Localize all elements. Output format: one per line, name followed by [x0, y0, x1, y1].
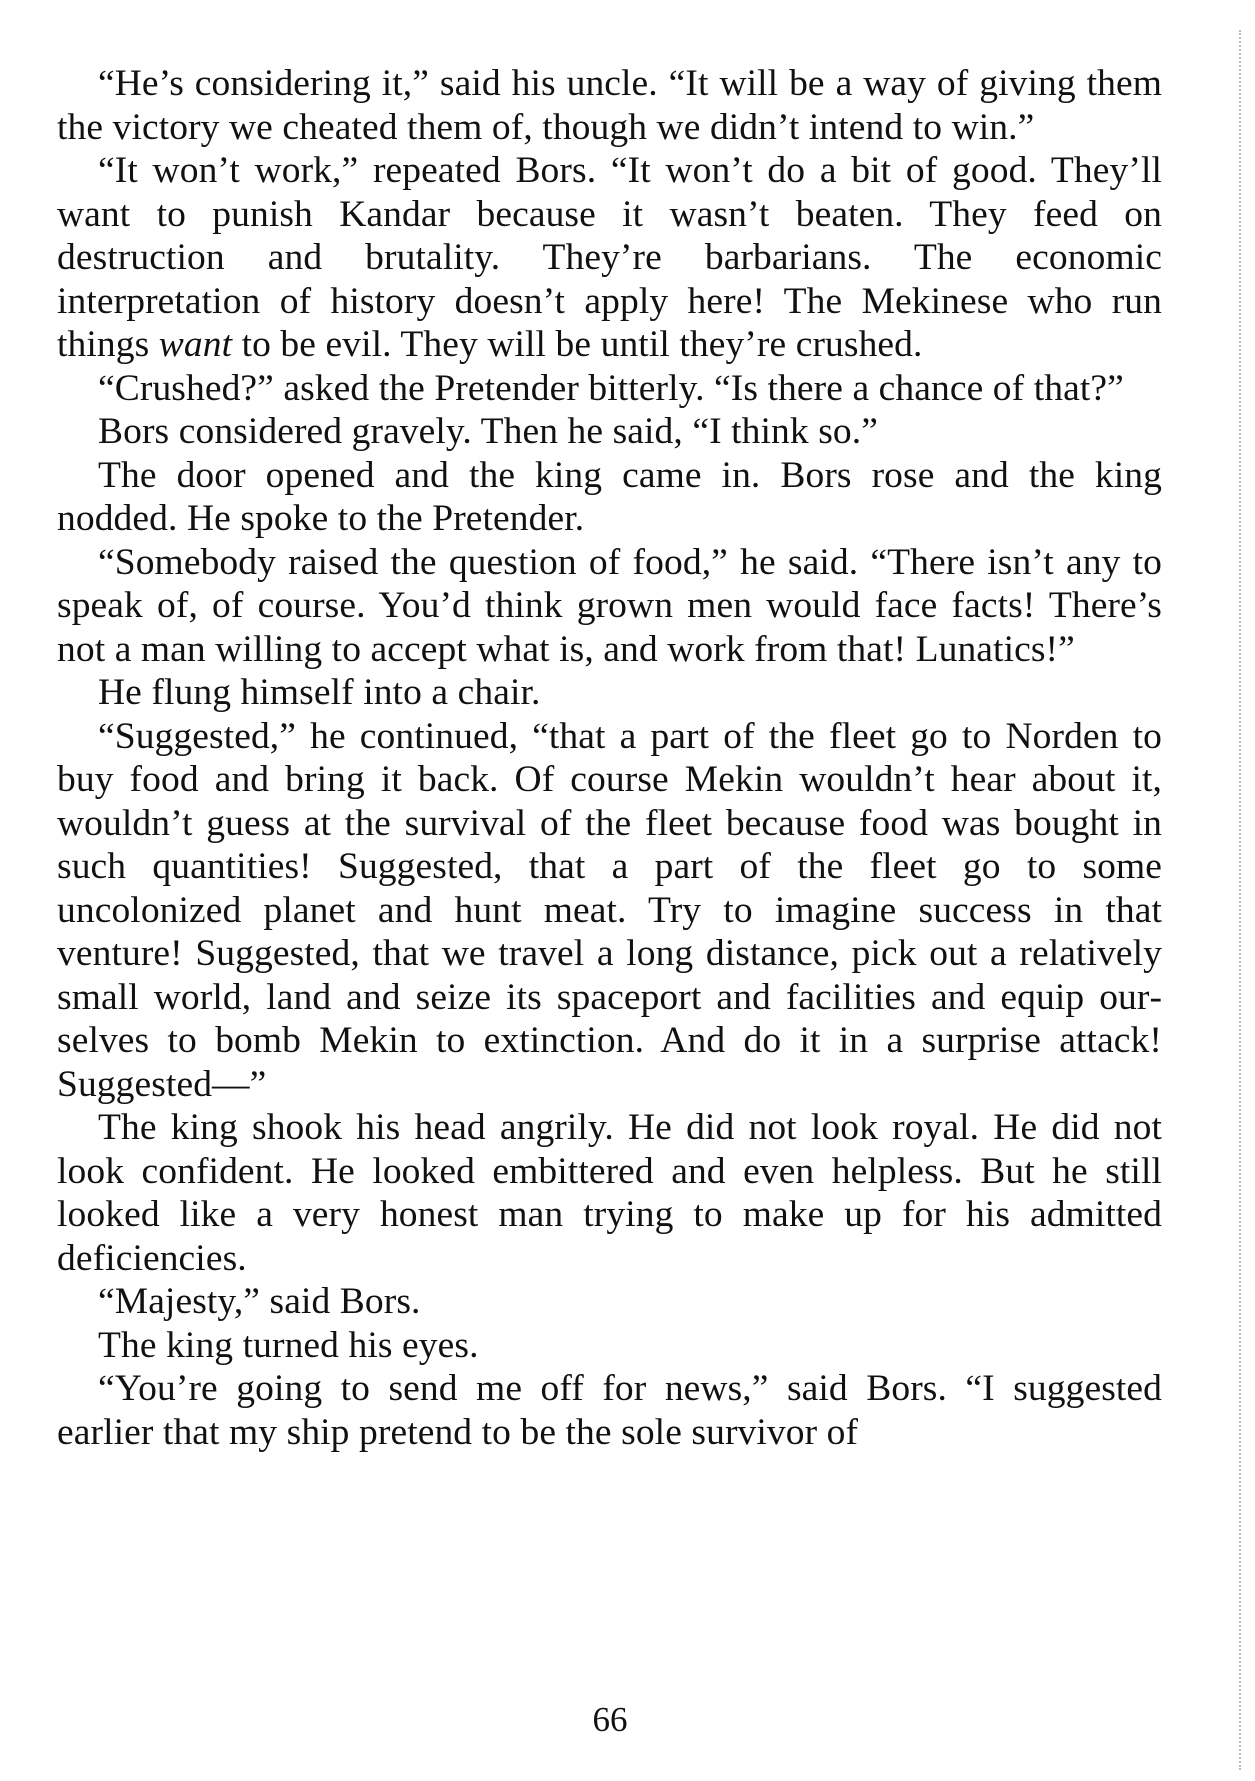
paragraph: The king turned his eyes. [98, 1324, 479, 1366]
paragraph: “Majesty,” said Bors. [98, 1281, 421, 1322]
paragraph: “Suggested,” he continued, “that a part of the fleet go to Norden to buy food and bring it back. Of course Mekin wouldn’t hear about it, wouldn’t guess at the survival of the fleet because food was bought in such quantities! Suggested, that a part of the fleet go to some uncolonized planet and hunt meat. Try to imagine success in that venture! Suggested, that we travel a long distance, pick out a relatively small world, land and seize its spaceport and facilities and equip ourselves to bomb Mekin to extinction. And do it in a surprise attack! Suggested—” [57, 715, 1162, 1105]
page-edge-shadow [1239, 30, 1255, 1770]
paragraph-text: to be evil. They will be until they’re crushed. [232, 324, 923, 365]
paragraph: “He’s considering it,” said his uncle. “It will be a way of giving them the victory we cheated them of, though we didn’t intend to win.” [57, 63, 1162, 148]
paragraph: “Crushed?” asked the Pretender bitterly. “Is there a chance of that?” [98, 367, 1124, 409]
paragraph: The door opened and the king came in. Bors rose and the king nodded. He spoke to the Pretender. [57, 454, 1162, 539]
paragraph: The king shook his head angrily. He did not look royal. He did not look confident. He looked embittered and even helpless. But he still looked like a very honest man trying to make up for his admitted deficiencies. [57, 1107, 1162, 1279]
paragraph: He flung himself into a chair. [98, 672, 541, 713]
book-page-text [57, 62, 1162, 1454]
paragraph: Bors considered gravely. Then he said, “I think so.” [98, 411, 878, 452]
paragraph: “You’re going to send me off for news,” said Bors. “I suggested earlier that my ship pretend to be the sole survivor of [57, 1368, 1162, 1453]
emphasized-word: want [158, 324, 233, 365]
paragraph: “Somebody raised the question of food,” he said. “There isn’t any to speak of, of course. You’d think grown men would face facts! There’s not a man willing to accept what is, and work from that! Lunatics!” [57, 541, 1162, 670]
paragraph-text: “It won’t work,” repeated Bors. “It won’t do a bit of good. They’ll want to punish Kandar because it wasn’t beaten. They feed on destruction and brutality. They’re barbarians. The economic interpretation of history doesn’t apply here! The Mekinese who run things [57, 150, 1162, 365]
paragraph [57, 149, 1162, 367]
page-number: 66 [592, 1700, 628, 1739]
